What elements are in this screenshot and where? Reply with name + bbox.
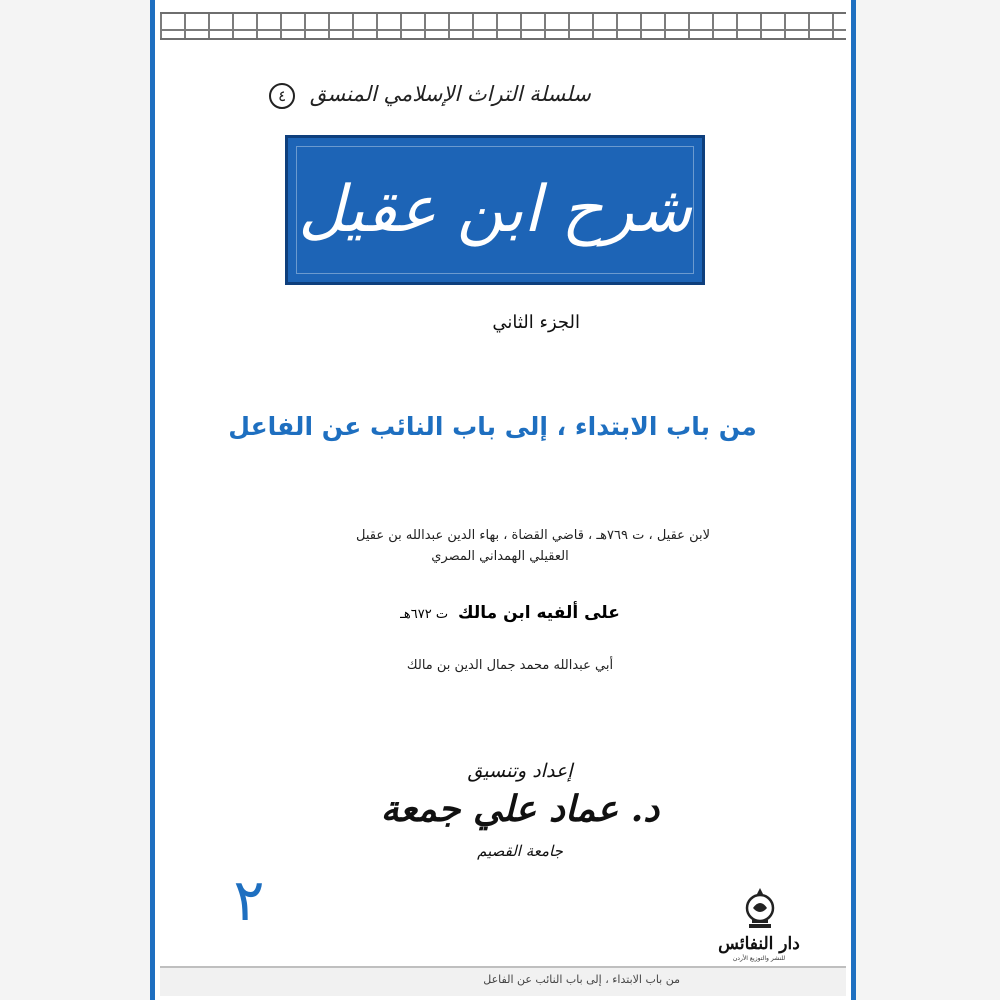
alfiya-date: ت ٦٧٢هـ: [400, 607, 449, 622]
book-subtitle: من باب الابتداء ، إلى باب النائب عن الفاعل: [228, 412, 757, 441]
book-title: شرح ابن عقيل: [298, 173, 692, 247]
volume-number: ٢: [233, 866, 265, 934]
author-line-1: لابن عقيل ، ت ٧٦٩هـ ، قاضي القضاة ، بهاء الدين عبدالله بن عقيل: [355, 528, 710, 543]
author-line-2: العقيلي الهمداني المصري: [431, 549, 569, 564]
publisher-tagline: للنشر والتوزيع الأردن: [732, 955, 786, 962]
publisher-logo-icon: [740, 886, 780, 932]
decorative-top-border: [160, 12, 846, 40]
preparation-label: إعداد وتنسيق: [467, 760, 573, 782]
ibn-malik-name: أبي عبدالله محمد جمال الدين بن مالك: [406, 658, 614, 673]
title-panel: [285, 135, 705, 285]
alfiya-title: على ألفيه ابن مالك: [458, 603, 620, 623]
series-name: سلسلة التراث الإسلامي المنسق: [309, 82, 591, 106]
editor-name: د. عماد علي جمعة: [380, 788, 660, 830]
volume-part-label: الجزء الثاني: [492, 312, 580, 333]
university-name: جامعة القصيم: [477, 842, 563, 860]
alfiya-line: [300, 603, 720, 623]
publisher-name: دار النفائس: [718, 934, 800, 954]
series-label: [240, 82, 620, 109]
footer-subtitle: من باب الابتداء ، إلى باب النائب عن الفاعل: [483, 973, 680, 986]
series-number-badge: ٤: [269, 83, 295, 109]
